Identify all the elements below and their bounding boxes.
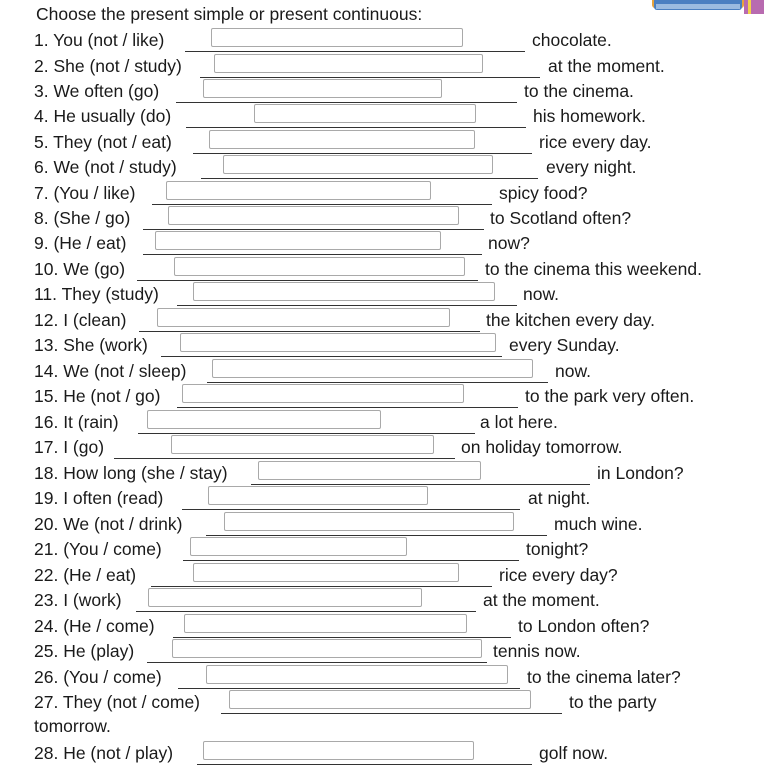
item-prompt: 12. I (clean) [34,310,127,330]
answer-input[interactable] [157,308,450,327]
answer-input[interactable] [229,690,531,709]
exercise-item [34,614,769,639]
item-ending: at night. [528,488,591,508]
answer-input[interactable] [203,741,474,760]
answer-input[interactable] [223,155,493,174]
exercise-item [34,308,769,333]
item-27-continuation: tomorrow. [34,716,111,736]
item-prompt: 7. (You / like) [34,183,136,203]
exercise-item [34,155,769,180]
answer-input[interactable] [193,563,459,582]
exercise-item [34,206,769,231]
answer-input[interactable] [180,333,496,352]
item-prompt: 15. He (not / go) [34,386,161,406]
item-prompt: 20. We (not / drink) [34,514,183,534]
answer-input[interactable] [168,206,459,225]
item-prompt: 26. (You / come) [34,667,162,687]
exercise-item [34,410,769,435]
exercise-item [34,231,769,256]
exercise-item [34,588,769,613]
exercise-item [34,665,769,690]
item-prompt: 10. We (go) [34,259,126,279]
item-ending: the kitchen every day. [486,310,655,330]
item-prompt: 18. How long (she / stay) [34,463,228,483]
item-ending: every Sunday. [509,335,620,355]
item-prompt: 2. She (not / study) [34,56,182,76]
item-prompt: 23. I (work) [34,590,122,610]
item-prompt: 22. (He / eat) [34,565,137,585]
item-ending: chocolate. [532,30,612,50]
answer-input[interactable] [171,435,434,454]
exercise-item [34,461,769,486]
item-ending: to Scotland often? [490,208,632,228]
exercise-item [34,384,769,409]
item-ending: rice every day? [499,565,618,585]
answer-input[interactable] [147,410,381,429]
item-ending: to London often? [518,616,650,636]
exercise-item [34,104,769,129]
item-ending: golf now. [539,743,609,763]
answer-input[interactable] [258,461,481,480]
exercise-item [34,486,769,511]
item-ending: tennis now. [493,641,581,661]
item-ending: to the party [569,692,657,712]
answer-input[interactable] [214,54,483,73]
exercise-item [34,54,769,79]
answer-input[interactable] [148,588,422,607]
exercise-item [34,79,769,104]
exercise-item [34,537,769,562]
item-ending: to the cinema. [524,81,634,101]
item-prompt: 11. They (study) [34,284,159,304]
answer-input[interactable] [203,79,442,98]
item-prompt: 16. It (rain) [34,412,119,432]
exercise-item [34,257,769,282]
answer-input[interactable] [166,181,431,200]
exercise-item [34,130,769,155]
exercise-item [34,359,769,384]
exercise-item [34,181,769,206]
item-ending: much wine. [554,514,643,534]
worksheet-title: Choose the present simple or present continuous: [36,4,423,24]
item-ending: to the park very often. [525,386,695,406]
item-ending: his homework. [533,106,646,126]
exercise-item [34,639,769,664]
exercise-item [34,435,769,460]
item-ending: to the cinema later? [527,667,681,687]
item-ending: in London? [597,463,684,483]
item-ending: spicy food? [499,183,588,203]
answer-input[interactable] [155,231,441,250]
answer-input[interactable] [212,359,533,378]
item-prompt: 13. She (work) [34,335,148,355]
item-prompt: 3. We often (go) [34,81,160,101]
item-ending: on holiday tomorrow. [461,437,623,457]
exercise-item [34,28,769,53]
answer-input[interactable] [206,665,508,684]
item-prompt: 14. We (not / sleep) [34,361,187,381]
item-prompt: 1. You (not / like) [34,30,165,50]
item-prompt: 8. (She / go) [34,208,131,228]
exercise-item [34,282,769,307]
answer-input[interactable] [174,257,465,276]
answer-input[interactable] [208,486,428,505]
item-ending: now. [523,284,559,304]
item-prompt: 21. (You / come) [34,539,162,559]
item-prompt: 6. We (not / study) [34,157,177,177]
item-ending: at the moment. [483,590,600,610]
answer-input[interactable] [184,614,467,633]
answer-input[interactable] [254,104,476,123]
exercise-item [34,563,769,588]
item-ending: now. [555,361,591,381]
exercise-item [34,512,769,537]
item-ending: every night. [546,157,637,177]
exercise-item [34,741,769,766]
item-ending: tonight? [526,539,589,559]
item-ending: rice every day. [539,132,652,152]
item-prompt: 5. They (not / eat) [34,132,172,152]
item-prompt: 17. I (go) [34,437,105,457]
answer-input[interactable] [209,130,475,149]
answer-input[interactable] [172,639,482,658]
item-prompt: 19. I often (read) [34,488,164,508]
item-ending: at the moment. [548,56,665,76]
item-ending: now? [488,233,530,253]
item-prompt: 24. (He / come) [34,616,155,636]
exercise-item [34,690,769,715]
item-prompt: 25. He (play) [34,641,135,661]
answer-input[interactable] [182,384,464,403]
item-prompt: 27. They (not / come) [34,692,201,712]
item-prompt: 28. He (not / play) [34,743,174,763]
book-stack-icon [652,0,764,18]
answer-input[interactable] [190,537,407,556]
item-prompt: 4. He usually (do) [34,106,172,126]
item-ending: a lot here. [480,412,558,432]
exercise-item [34,333,769,358]
answer-input[interactable] [193,282,495,301]
item-ending: to the cinema this weekend. [485,259,702,279]
answer-input[interactable] [224,512,514,531]
answer-input[interactable] [211,28,463,47]
item-prompt: 9. (He / eat) [34,233,127,253]
